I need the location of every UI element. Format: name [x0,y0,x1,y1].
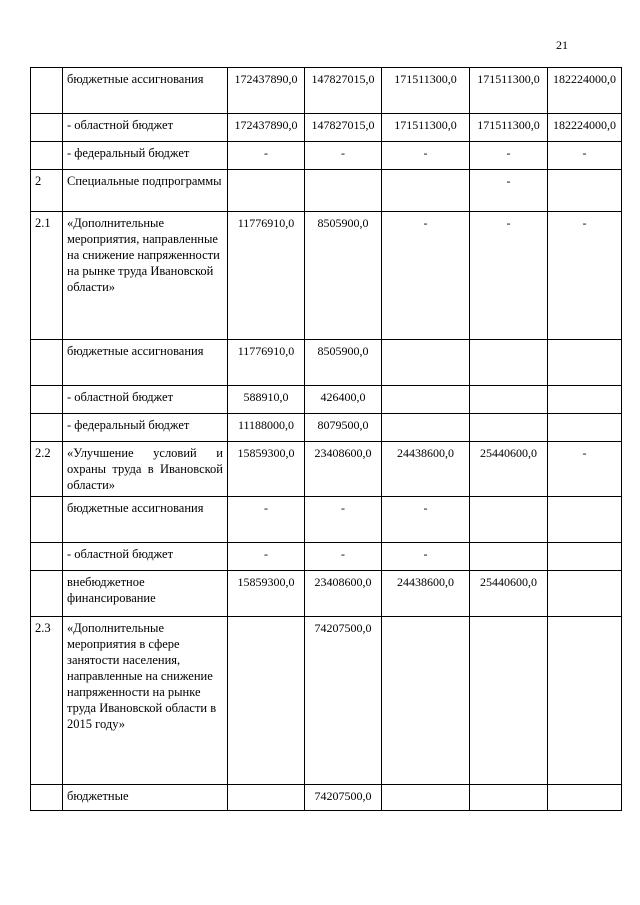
value-cell: 147827015,0 [305,68,382,114]
value-cell [470,617,548,785]
value-cell: 182224000,0 [548,68,622,114]
row-name: бюджетные ассигнования [63,497,228,543]
value-cell [382,617,470,785]
row-name: «Дополнительные мероприятия в сфере занятости населения, направленные на снижение напряженности на рынке труда Ивановской области в 2015 году» [63,617,228,785]
value-cell: - [228,543,305,571]
value-cell: - [470,212,548,340]
value-cell [228,785,305,811]
value-cell [382,785,470,811]
value-cell [548,571,622,617]
value-cell: 74207500,0 [305,785,382,811]
table-row [31,340,622,386]
value-cell: 24438600,0 [382,442,470,497]
value-cell: - [470,170,548,212]
value-cell: - [382,212,470,340]
value-cell [470,543,548,571]
table-row [31,68,622,114]
row-name: «Дополнительные мероприятия, направленные на снижение напряженности на рынке труда Ивановской области» [63,212,228,340]
value-cell [548,497,622,543]
row-index: 2 [31,170,63,212]
value-cell: 182224000,0 [548,114,622,142]
value-cell: 25440600,0 [470,442,548,497]
value-cell: 15859300,0 [228,571,305,617]
table-row [31,571,622,617]
value-cell: 8505900,0 [305,212,382,340]
value-cell: 171511300,0 [470,68,548,114]
row-index [31,571,63,617]
value-cell: - [382,497,470,543]
value-cell: 11776910,0 [228,340,305,386]
value-cell: - [305,142,382,170]
value-cell: 23408600,0 [305,571,382,617]
value-cell: - [548,212,622,340]
value-cell [382,170,470,212]
row-name: - федеральный бюджет [63,414,228,442]
row-index [31,142,63,170]
row-index [31,785,63,811]
row-index [31,340,63,386]
value-cell: 11188000,0 [228,414,305,442]
table-row [31,442,622,497]
value-cell [470,340,548,386]
table-row [31,543,622,571]
row-name: бюджетные [63,785,228,811]
value-cell: 426400,0 [305,386,382,414]
value-cell [470,414,548,442]
value-cell [305,170,382,212]
row-name: «Улучшение условий и охраны труда в Ивановской области» [63,442,228,497]
row-index [31,414,63,442]
value-cell: 11776910,0 [228,212,305,340]
row-name: внебюджетное финансирование [63,571,228,617]
table-row [31,414,622,442]
row-index [31,543,63,571]
value-cell [228,170,305,212]
row-index [31,386,63,414]
row-name: бюджетные ассигнования [63,340,228,386]
value-cell: 171511300,0 [382,68,470,114]
table-row [31,142,622,170]
value-cell [548,543,622,571]
value-cell: 172437890,0 [228,114,305,142]
budget-table [30,67,622,811]
value-cell: 15859300,0 [228,442,305,497]
value-cell: 25440600,0 [470,571,548,617]
value-cell: - [470,142,548,170]
value-cell: 74207500,0 [305,617,382,785]
page-number: 21 [556,38,568,52]
value-cell [470,386,548,414]
value-cell [548,414,622,442]
value-cell: 23408600,0 [305,442,382,497]
row-name: - областной бюджет [63,386,228,414]
value-cell: - [548,142,622,170]
value-cell: - [382,142,470,170]
table-row [31,785,622,811]
table-row [31,617,622,785]
table-row [31,114,622,142]
value-cell [382,340,470,386]
row-name: - областной бюджет [63,114,228,142]
value-cell: - [382,543,470,571]
row-name: - федеральный бюджет [63,142,228,170]
row-index: 2.3 [31,617,63,785]
value-cell: 24438600,0 [382,571,470,617]
table-row [31,497,622,543]
value-cell [548,785,622,811]
value-cell: 172437890,0 [228,68,305,114]
value-cell [470,785,548,811]
row-name: - областной бюджет [63,543,228,571]
value-cell: 8079500,0 [305,414,382,442]
row-index: 2.2 [31,442,63,497]
value-cell: - [228,142,305,170]
value-cell: 588910,0 [228,386,305,414]
row-index [31,114,63,142]
value-cell: - [305,497,382,543]
value-cell [228,617,305,785]
value-cell [548,386,622,414]
value-cell: 171511300,0 [382,114,470,142]
row-name: бюджетные ассигнования [63,68,228,114]
table-row [31,170,622,212]
value-cell: - [228,497,305,543]
value-cell: - [548,442,622,497]
value-cell [548,340,622,386]
row-name: Специальные подпрограммы [63,170,228,212]
value-cell [382,414,470,442]
value-cell [548,617,622,785]
value-cell [470,497,548,543]
value-cell [548,170,622,212]
value-cell: 8505900,0 [305,340,382,386]
value-cell: - [305,543,382,571]
value-cell: 147827015,0 [305,114,382,142]
table-row [31,386,622,414]
row-index [31,497,63,543]
value-cell: 171511300,0 [470,114,548,142]
value-cell [382,386,470,414]
table-row [31,212,622,340]
row-index: 2.1 [31,212,63,340]
row-index [31,68,63,114]
